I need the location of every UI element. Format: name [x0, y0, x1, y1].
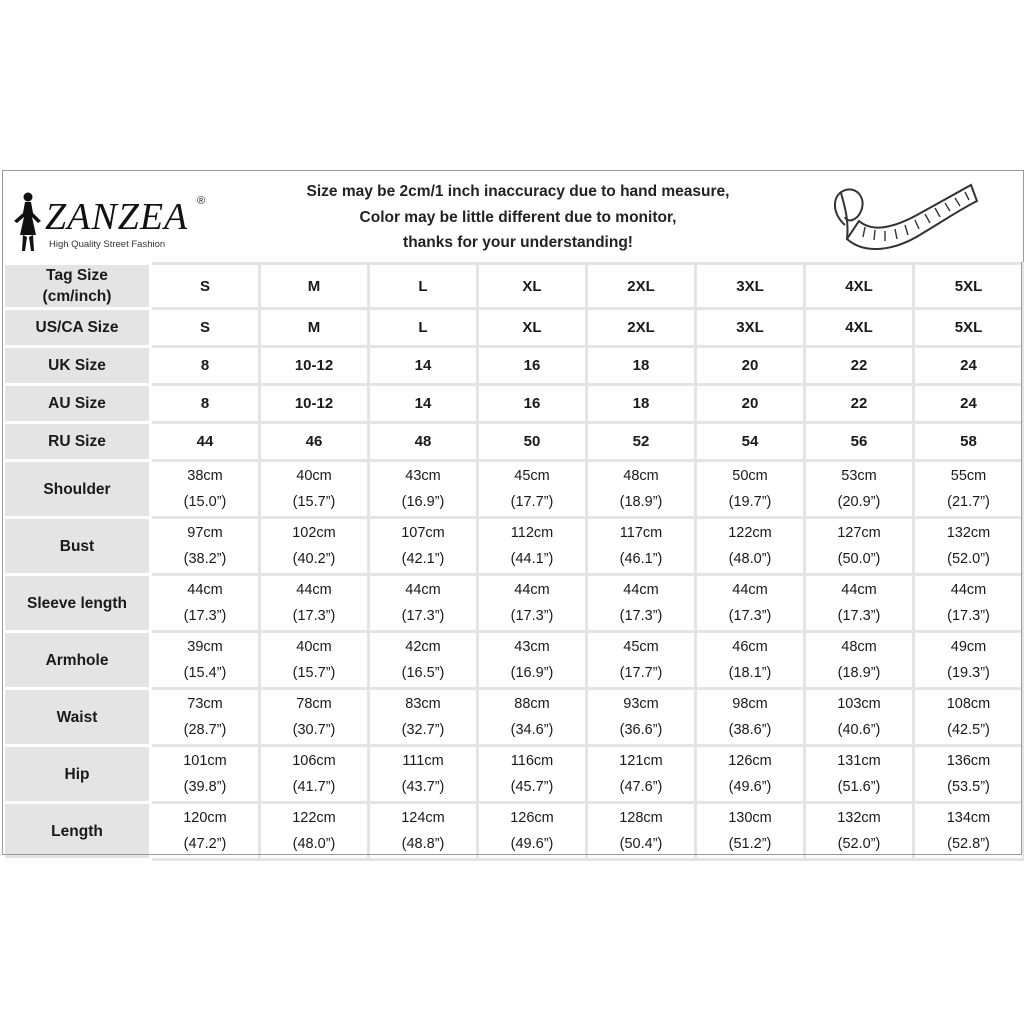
cm-value: 102cm [292, 525, 336, 541]
size-cell: 16 [478, 385, 587, 423]
inch-value: (40.6”) [837, 722, 881, 738]
measurement-cell [478, 803, 587, 860]
cm-value: 43cm [514, 639, 550, 655]
size-cell: 20 [696, 385, 805, 423]
inch-value: (18.9”) [619, 494, 663, 510]
size-row [4, 385, 1024, 423]
size-cell: L [369, 264, 478, 309]
cm-value: 103cm [837, 696, 881, 712]
cm-value: 83cm [405, 696, 441, 712]
size-cell: 4XL [805, 264, 914, 309]
measurement-cell [696, 746, 805, 803]
notice-line-3: thanks for your understanding! [403, 234, 633, 251]
inch-value: (19.7”) [728, 494, 772, 510]
cm-value: 45cm [623, 639, 659, 655]
size-cell: 24 [914, 347, 1024, 385]
size-cell: 4XL [805, 309, 914, 347]
inch-value: (19.3”) [947, 665, 990, 681]
size-cell: 20 [696, 347, 805, 385]
inch-value: (50.0”) [837, 551, 881, 567]
cm-value: 126cm [510, 810, 554, 826]
inch-value: (17.3”) [837, 608, 881, 624]
cm-value: 40cm [296, 639, 332, 655]
measurement-cell [260, 461, 369, 518]
cm-value: 130cm [728, 810, 772, 826]
cm-value: 124cm [401, 810, 445, 826]
cm-value: 93cm [623, 696, 659, 712]
cm-value: 42cm [405, 639, 441, 655]
cm-value: 44cm [950, 582, 987, 598]
inch-value: (15.0”) [183, 494, 227, 510]
measurement-cell [478, 575, 587, 632]
row-label: Hip [4, 746, 151, 803]
size-cell: L [369, 309, 478, 347]
size-cell: 48 [369, 423, 478, 461]
cm-value: 122cm [728, 525, 772, 541]
size-cell: S [151, 309, 260, 347]
cm-value: 73cm [187, 696, 223, 712]
inch-value: (15.7”) [292, 494, 336, 510]
notice-line-2: Color may be little different due to monitor, [359, 208, 677, 226]
measurement-row [4, 689, 1024, 746]
inch-value: (21.7”) [947, 494, 990, 510]
measurement-cell [478, 746, 587, 803]
measurement-cell [369, 746, 478, 803]
cm-value: 38cm [187, 468, 223, 484]
measurement-cell [369, 803, 478, 860]
cm-value: 46cm [732, 639, 768, 655]
measurement-cell [478, 689, 587, 746]
cm-value: 136cm [946, 753, 991, 769]
row-label: Waist [4, 689, 151, 746]
inch-value: (50.4”) [619, 836, 663, 852]
size-chart [0, 170, 1024, 856]
cm-value: 132cm [946, 525, 991, 541]
measurement-cell [587, 746, 696, 803]
measurement-cell [805, 689, 914, 746]
cm-value: 53cm [841, 468, 877, 484]
size-cell: 5XL [914, 309, 1024, 347]
inch-value: (46.1”) [619, 551, 663, 567]
measurement-cell [587, 803, 696, 860]
row-label: RU Size [4, 423, 151, 461]
row-label: Sleeve length [4, 575, 151, 632]
size-cell: 10-12 [260, 385, 369, 423]
row-label: Armhole [4, 632, 151, 689]
measurement-cell [260, 518, 369, 575]
measurement-cell [587, 689, 696, 746]
measurement-cell [151, 746, 260, 803]
cm-value: 111cm [402, 753, 444, 769]
measurement-cell [805, 461, 914, 518]
row-label: Tag Size (cm/inch) [4, 264, 151, 309]
inch-value: (38.6”) [728, 722, 772, 738]
measurement-cell [151, 518, 260, 575]
inch-value: (34.6”) [510, 722, 554, 738]
size-cell: 2XL [587, 264, 696, 309]
measurement-row [4, 518, 1024, 575]
row-label: Bust [4, 518, 151, 575]
measurement-cell [478, 632, 587, 689]
cm-value: 107cm [401, 525, 445, 541]
inch-value: (16.9”) [510, 665, 554, 681]
measurement-cell [805, 803, 914, 860]
measurement-cell [260, 746, 369, 803]
size-cell: 18 [587, 385, 696, 423]
measurement-cell [478, 461, 587, 518]
cm-value: 48cm [623, 468, 659, 484]
measurement-cell [478, 518, 587, 575]
cm-value: 49cm [950, 639, 987, 655]
inch-value: (49.6”) [510, 836, 554, 852]
inch-value: (53.5”) [947, 779, 990, 795]
row-label: Length [4, 803, 151, 860]
measurement-cell [369, 461, 478, 518]
size-cell: 46 [260, 423, 369, 461]
cm-value: 78cm [296, 696, 332, 712]
measurement-cell [914, 803, 1024, 860]
cm-value: 131cm [837, 753, 881, 769]
size-cell: 2XL [587, 309, 696, 347]
cm-value: 44cm [732, 582, 768, 598]
size-cell: 56 [805, 423, 914, 461]
cm-value: 126cm [728, 753, 772, 769]
inch-value: (28.7”) [183, 722, 227, 738]
size-cell: 54 [696, 423, 805, 461]
cm-value: 101cm [183, 753, 227, 769]
size-cell: 22 [805, 347, 914, 385]
size-cell: 58 [914, 423, 1024, 461]
measurement-cell [914, 746, 1024, 803]
measurement-cell [587, 461, 696, 518]
inch-value: (17.3”) [619, 608, 663, 624]
measurement-cell [805, 746, 914, 803]
inch-value: (17.3”) [183, 608, 227, 624]
measurement-cell [805, 575, 914, 632]
inch-value: (48.8”) [401, 836, 445, 852]
measurement-row [4, 746, 1024, 803]
inch-value: (41.7”) [292, 779, 336, 795]
inch-value: (52.0”) [947, 551, 990, 567]
woman-silhouette-icon [11, 191, 45, 253]
measurement-cell [914, 575, 1024, 632]
measurement-cell [805, 518, 914, 575]
inch-value: (30.7”) [292, 722, 336, 738]
measurement-cell [151, 803, 260, 860]
size-cell: M [260, 309, 369, 347]
size-row [4, 309, 1024, 347]
measurement-row [4, 803, 1024, 860]
measurement-cell [260, 689, 369, 746]
inch-value: (17.3”) [401, 608, 445, 624]
cm-value: 120cm [183, 810, 227, 826]
cm-value: 112cm [510, 525, 554, 541]
cm-value: 40cm [296, 468, 332, 484]
inch-value: (48.0”) [728, 551, 772, 567]
size-table [2, 262, 1024, 861]
inch-value: (18.9”) [837, 665, 881, 681]
brand-tagline: High Quality Street Fashion [49, 239, 166, 250]
size-cell: 52 [587, 423, 696, 461]
size-chart-header [2, 170, 1024, 263]
measurement-cell [805, 632, 914, 689]
measurement-cell [696, 575, 805, 632]
measurement-cell [151, 689, 260, 746]
cm-value: 121cm [619, 753, 663, 769]
cm-value: 44cm [623, 582, 659, 598]
measurement-cell [151, 575, 260, 632]
measurement-cell [914, 689, 1024, 746]
cm-value: 117cm [619, 525, 663, 541]
cm-value: 97cm [187, 525, 223, 541]
measurement-cell [587, 575, 696, 632]
row-label: Shoulder [4, 461, 151, 518]
inch-value: (40.2”) [292, 551, 336, 567]
size-cell: 24 [914, 385, 1024, 423]
size-cell: 50 [478, 423, 587, 461]
cm-value: 44cm [296, 582, 332, 598]
inch-value: (17.3”) [510, 608, 554, 624]
inch-value: (45.7”) [510, 779, 554, 795]
inch-value: (52.8”) [947, 836, 990, 852]
size-cell: 8 [151, 385, 260, 423]
size-cell: 3XL [696, 309, 805, 347]
inch-value: (20.9”) [837, 494, 881, 510]
measurement-cell [369, 575, 478, 632]
row-label: UK Size [4, 347, 151, 385]
cm-value: 116cm [510, 753, 554, 769]
size-row [4, 347, 1024, 385]
measurement-cell [696, 461, 805, 518]
cm-value: 43cm [405, 468, 441, 484]
measurement-cell [914, 632, 1024, 689]
inch-value: (17.3”) [292, 608, 336, 624]
inch-value: (38.2”) [183, 551, 227, 567]
row-label: AU Size [4, 385, 151, 423]
size-cell: 14 [369, 347, 478, 385]
cm-value: 44cm [405, 582, 441, 598]
cm-value: 122cm [292, 810, 336, 826]
cm-value: 128cm [619, 810, 663, 826]
inch-value: (43.7”) [401, 779, 445, 795]
inch-value: (47.6”) [619, 779, 663, 795]
measurement-cell [260, 632, 369, 689]
cm-value: 50cm [732, 468, 768, 484]
size-cell: S [151, 264, 260, 309]
measurement-row [4, 632, 1024, 689]
brand-name: ZANZEA [45, 196, 189, 238]
measurement-cell [260, 575, 369, 632]
inch-value: (36.6”) [619, 722, 663, 738]
cm-value: 88cm [514, 696, 550, 712]
inch-value: (47.2”) [183, 836, 227, 852]
measurement-cell [369, 518, 478, 575]
size-cell: 18 [587, 347, 696, 385]
measurement-cell [369, 632, 478, 689]
measurement-cell [151, 632, 260, 689]
inch-value: (52.0”) [837, 836, 881, 852]
cm-value: 39cm [187, 639, 223, 655]
measurement-cell [696, 803, 805, 860]
size-cell: 14 [369, 385, 478, 423]
notice-line-1: Size may be 2cm/1 inch inaccuracy due to hand measure, [306, 183, 730, 200]
inch-value: (51.6”) [837, 779, 881, 795]
inch-value: (44.1”) [510, 551, 554, 567]
size-cell: M [260, 264, 369, 309]
cm-value: 98cm [732, 696, 768, 712]
measurement-row [4, 575, 1024, 632]
measurement-cell [369, 689, 478, 746]
measurement-cell [587, 632, 696, 689]
cm-value: 44cm [841, 582, 877, 598]
inch-value: (17.7”) [619, 665, 663, 681]
size-row [4, 423, 1024, 461]
inch-value: (42.1”) [401, 551, 445, 567]
row-label: US/CA Size [4, 309, 151, 347]
size-cell: 3XL [696, 264, 805, 309]
size-cell: 44 [151, 423, 260, 461]
measurement-cell [587, 518, 696, 575]
inch-value: (15.4”) [183, 665, 227, 681]
measurement-cell [914, 518, 1024, 575]
inch-value: (51.2”) [728, 836, 772, 852]
brand-logo [9, 179, 209, 255]
size-cell: 5XL [914, 264, 1024, 309]
inch-value: (32.7”) [401, 722, 445, 738]
measurement-notice [253, 179, 783, 256]
registered-mark: ® [197, 195, 206, 207]
inch-value: (48.0”) [292, 836, 336, 852]
cm-value: 134cm [946, 810, 991, 826]
inch-value: (42.5”) [947, 722, 990, 738]
cm-value: 132cm [837, 810, 881, 826]
cm-value: 48cm [841, 639, 877, 655]
cm-value: 44cm [187, 582, 223, 598]
cm-value: 45cm [514, 468, 550, 484]
inch-value: (17.7”) [510, 494, 554, 510]
inch-value: (17.3”) [947, 608, 990, 624]
inch-value: (15.7”) [292, 665, 336, 681]
cm-value: 108cm [946, 696, 991, 712]
inch-value: (17.3”) [728, 608, 772, 624]
size-cell: 22 [805, 385, 914, 423]
size-cell: XL [478, 264, 587, 309]
size-row [4, 264, 1024, 309]
measurement-cell [151, 461, 260, 518]
size-cell: 10-12 [260, 347, 369, 385]
inch-value: (49.6”) [728, 779, 772, 795]
measurement-cell [696, 518, 805, 575]
measurement-cell [696, 632, 805, 689]
cm-value: 44cm [514, 582, 550, 598]
measuring-tape-icon [825, 177, 985, 257]
measurement-cell [260, 803, 369, 860]
measurement-cell [696, 689, 805, 746]
cm-value: 127cm [837, 525, 881, 541]
size-cell: XL [478, 309, 587, 347]
measurement-cell [914, 461, 1024, 518]
cm-value: 55cm [950, 468, 987, 484]
inch-value: (18.1”) [728, 665, 772, 681]
size-cell: 16 [478, 347, 587, 385]
inch-value: (16.5”) [401, 665, 445, 681]
inch-value: (16.9”) [401, 494, 445, 510]
inch-value: (39.8”) [183, 779, 227, 795]
cm-value: 106cm [292, 753, 336, 769]
size-cell: 8 [151, 347, 260, 385]
measurement-row [4, 461, 1024, 518]
